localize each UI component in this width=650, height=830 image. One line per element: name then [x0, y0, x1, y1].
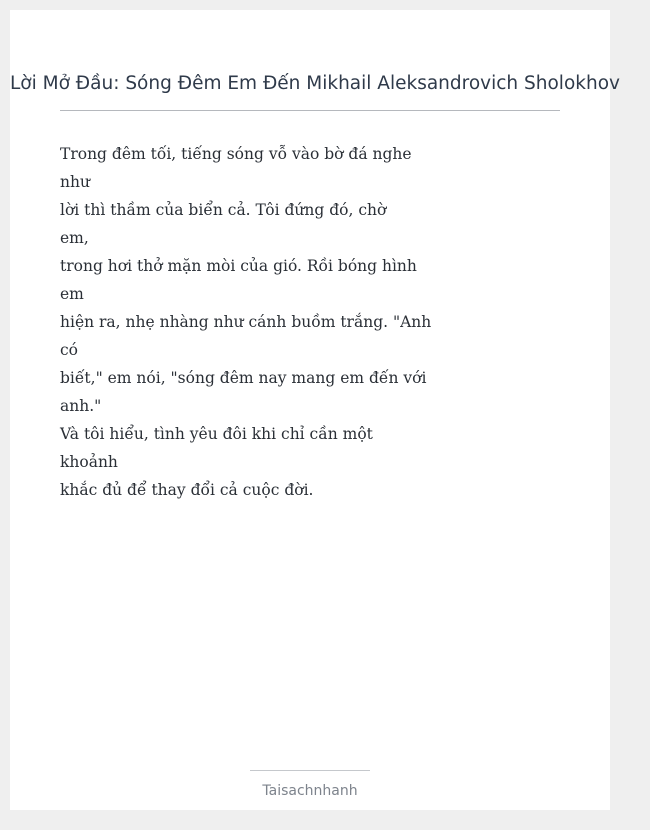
body-line: em, — [60, 229, 89, 247]
body-line: Và tôi hiểu, tình yêu đôi khi chỉ cần một — [60, 425, 373, 443]
footer-divider — [250, 770, 370, 771]
body-line: biết," em nói, "sóng đêm nay mang em đến với — [60, 369, 427, 387]
body-line: khoảnh — [60, 453, 118, 471]
page — [10, 10, 620, 810]
body-line: Trong đêm tối, tiếng sóng vỗ vào bờ đá nghe — [60, 145, 412, 163]
page-title: Lời Mở Đầu: Sóng Đêm Em Đến Mikhail Aleksandrovich Sholokhov — [10, 73, 620, 94]
body-text — [60, 140, 432, 504]
body-line: lời thì thầm của biển cả. Tôi đứng đó, chờ — [60, 201, 387, 219]
body-line: như — [60, 173, 90, 191]
title-divider — [60, 110, 560, 111]
body-line: hiện ra, nhẹ nhàng như cánh buồm trắng. "Anh — [60, 313, 432, 331]
footer-source: Taisachnhanh — [262, 783, 358, 799]
body-line: trong hơi thở mặn mòi của gió. Rồi bóng hình — [60, 257, 417, 275]
body-line: anh." — [60, 397, 102, 415]
body-line: khắc đủ để thay đổi cả cuộc đời. — [60, 481, 314, 499]
body-line: em — [60, 285, 84, 303]
body-line: có — [60, 341, 79, 359]
